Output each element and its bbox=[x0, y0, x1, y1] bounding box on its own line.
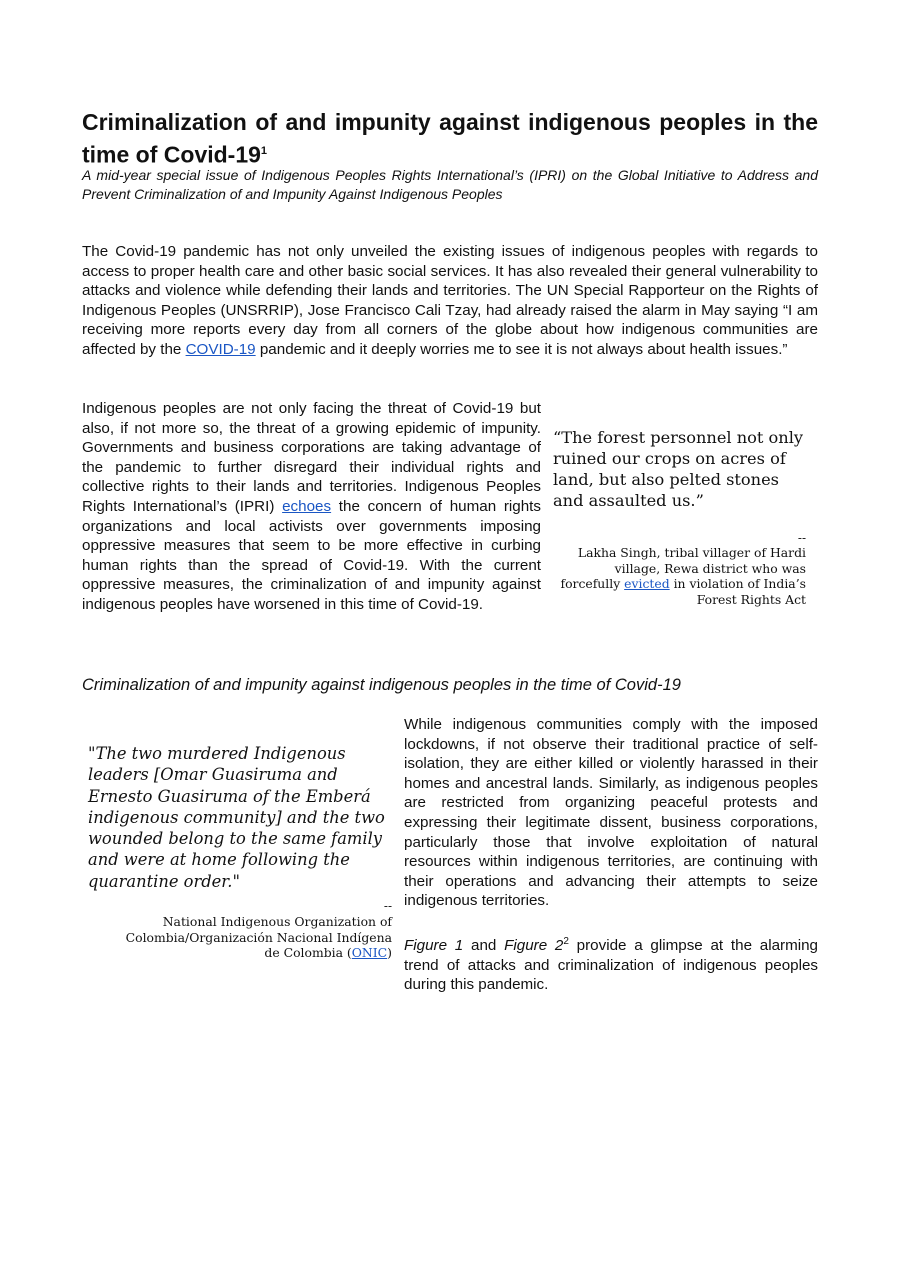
pull-quote-onic: "The two murdered Indigenous leaders [Omar Guasiruma and Ernesto Guasiruma of the Emberá indigenous community] and the two wounded belong to the same family and were at home following the quarantine order." bbox=[88, 744, 385, 891]
onic-attribution-start: National Indigenous Organization of Colombia/Organización Nacional Indígena de Colombia ( bbox=[125, 914, 392, 961]
onic-attribution-end: ) bbox=[387, 945, 392, 961]
figure1-reference: Figure 1 bbox=[404, 937, 464, 955]
pull-quote-lakha-singh: “The forest personnel not only ruined our crops on acres of land, but also pelted stones and assaulted us.” bbox=[553, 428, 804, 510]
figure-footnote-marker[interactable]: 2 bbox=[563, 936, 569, 947]
figure2-reference: Figure 2 bbox=[504, 937, 564, 955]
impunity-text-end: the concern of human rights organizations and local activists over governments imposing oppressive measures that seem to be more effective in curbing human rights than the spread of Covid-19. With the current oppressive measures, the criminalization of and impunity against indigenous peoples have worsened in this time of Covid-19. bbox=[82, 497, 541, 613]
onic-link[interactable]: ONIC bbox=[351, 945, 388, 961]
attribution-text-start: Lakha Singh, tribal villager of Hardi village, Rewa district who was forcefully bbox=[560, 545, 806, 592]
intro-text-end: pandemic and it deeply worries me to see it is not always about health issues.” bbox=[255, 340, 788, 358]
figures-text-end: provide a glimpse at the alarming trend of attacks and criminalization of indigenous peoples during this pandemic. bbox=[404, 937, 819, 994]
pull-quote-onic-dash: -- bbox=[383, 899, 392, 913]
covid19-link[interactable]: COVID-19 bbox=[185, 340, 256, 358]
impunity-text-start: Indigenous peoples are not only facing the threat of Covid-19 but also, if not more so, the threat of a growing epidemic of impunity. Governments and business corporations are taking advantage of the pandemic to further disregard their individual rights and collective rights to their lands and territories. Indigenous Peoples Rights International’s (IPRI) bbox=[82, 400, 541, 515]
intro-paragraph bbox=[82, 242, 818, 360]
title-footnote-marker[interactable]: 1 bbox=[260, 145, 268, 157]
pull-quote-attribution bbox=[553, 545, 806, 608]
impunity-paragraph bbox=[82, 399, 541, 615]
article-title bbox=[82, 108, 818, 170]
pull-quote-onic-attribution bbox=[120, 914, 392, 961]
echoes-link[interactable]: echoes bbox=[282, 497, 332, 515]
pull-quote-dash: -- bbox=[797, 531, 806, 545]
figures-paragraph bbox=[404, 932, 818, 995]
intro-text-start: The Covid-19 pandemic has not only unveiled the existing issues of indigenous peoples with regards to access to proper health care and other basic social services. It has also revealed their general vulnerability to attacks and violence while defending their lands and territories. The UN Special Rapporteur on the Rights of Indigenous Peoples (UNSRRIP), Jose Francisco Cali Tzay, had already raised the alarm in May saying “I am receiving more reports every day from all corners of the globe about how indigenous communities are affected by the bbox=[82, 243, 818, 358]
evicted-link[interactable]: evicted bbox=[624, 576, 670, 592]
lockdown-paragraph: While indigenous communities comply with the imposed lockdowns, if not observe their traditional practice of self-isolation, they are either killed or violently harassed in their homes and ancestral lands. Similarly, as indigenous peoples are restricted from organizing peaceful protests and expressing their legitimate dissent, business corporations, particularly those that involve exploitation of natural resources within indigenous territories, are continuing with their operations and advancing their attempts to seize indigenous territories. bbox=[404, 716, 818, 910]
section-caption: Criminalization of and impunity against indigenous peoples in the time of Covid-19 bbox=[82, 676, 681, 694]
article-title-text: Criminalization of and impunity against indigenous peoples in the time of Covid-19 bbox=[82, 109, 818, 168]
attribution-text-end: in violation of India’s Forest Rights Act bbox=[669, 576, 806, 608]
figures-and: and bbox=[463, 937, 505, 955]
article-subtitle: A mid-year special issue of Indigenous Peoples Rights International’s (IPRI) on the Global Initiative to Address and Prevent Criminalization of and Impunity Against Indigenous Peoples bbox=[82, 167, 818, 202]
